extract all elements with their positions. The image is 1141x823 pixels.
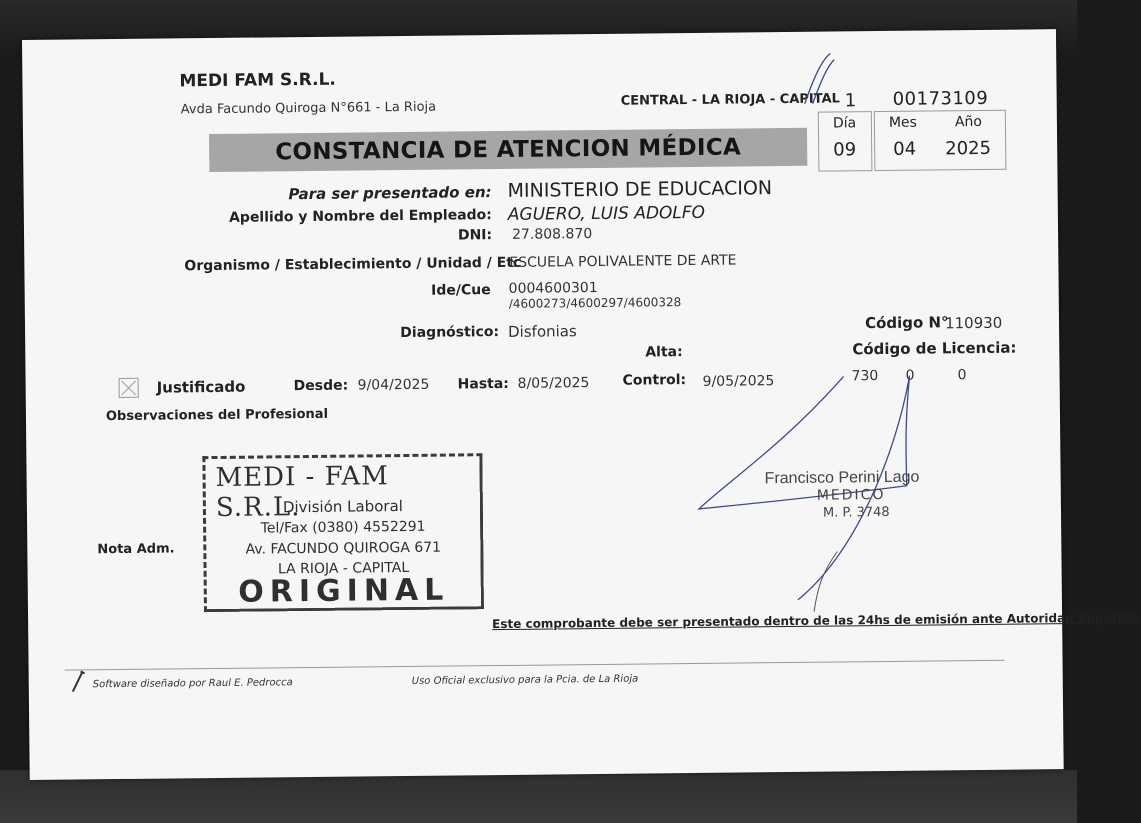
licencia-label: Código de Licencia: xyxy=(852,338,1017,359)
control-label: Control: xyxy=(622,372,687,389)
desde-label: Desde: xyxy=(293,377,349,395)
serial-number: 00173109 xyxy=(892,87,989,110)
stamp-line-address: Av. FACUNDO QUIROGA 671 xyxy=(245,539,442,558)
alta-label: Alta: xyxy=(645,344,683,361)
diagnosis-label: Diagnóstico: xyxy=(400,324,500,342)
copy-number: 1 xyxy=(844,90,857,112)
employee-label: Apellido y Nombre del Empleado: xyxy=(228,207,492,226)
hasta-value: 8/05/2025 xyxy=(517,375,590,392)
employee-value: AGUERO, LUIS ADOLFO xyxy=(507,202,706,225)
medical-certificate-sheet xyxy=(22,29,1139,780)
nota-adm-label: Nota Adm. xyxy=(97,541,175,558)
stamp-line-division: División Laboral xyxy=(282,497,403,517)
idecue-value-1: 0004600301 xyxy=(508,279,598,297)
licencia-code-1: 730 xyxy=(851,368,879,385)
diagnosis-value: Disfonias xyxy=(507,322,577,341)
stamp-line-original: ORIGINAL xyxy=(238,572,450,610)
codigo-label: Código N° xyxy=(864,313,949,333)
footer-official-use: Uso Oficial exclusivo para la Pcia. de La Rioja xyxy=(411,673,639,687)
office-location: CENTRAL - LA RIOJA - CAPITAL xyxy=(620,91,841,109)
document-title: CONSTANCIA DE ATENCION MÉDICA xyxy=(275,134,742,166)
handwritten-signature-icon xyxy=(22,29,1064,780)
observaciones-label: Observaciones del Profesional xyxy=(105,406,329,425)
signature-title: MEDICO xyxy=(816,486,886,504)
licencia-code-2: 0 xyxy=(905,367,915,384)
organization-value: ESCUELA POLIVALENTE DE ARTE xyxy=(509,252,737,271)
year-value: 2025 xyxy=(945,137,992,160)
idecue-value-2: /4600273/4600297/4600328 xyxy=(508,295,682,311)
justificado-label: Justificado xyxy=(156,377,246,397)
stamp-line-phone: Tel/Fax (0380) 4552291 xyxy=(260,518,426,537)
pen-icon xyxy=(69,669,89,693)
disclaimer-text: Este comprobante debe ser presentado dentro de las 24hs de emisión ante Autoridad Superior. xyxy=(492,610,1139,632)
stamp-line-city: LA RIOJA - CAPITAL xyxy=(277,559,410,578)
day-value: 09 xyxy=(833,139,857,161)
hasta-label: Hasta: xyxy=(457,375,509,393)
licencia-code-3: 0 xyxy=(957,367,967,384)
signature-name: Francisco Perini Lago xyxy=(764,468,920,488)
dni-label: DNI: xyxy=(457,227,493,244)
presented-value: MINISTERIO DE EDUCACION xyxy=(507,177,773,202)
footer-software-credit: Software diseñado por Raul E. Pedrocca xyxy=(92,677,293,691)
year-label: Año xyxy=(954,113,983,131)
company-address: Avda Facundo Quiroga N°661 - La Rioja xyxy=(180,99,437,118)
month-label: Mes xyxy=(888,114,917,131)
idecue-label: Ide/Cue xyxy=(430,282,491,299)
dni-value: 27.808.870 xyxy=(511,226,593,243)
presented-label: Para ser presentado en: xyxy=(288,183,492,204)
stamp-line-company: MEDI - FAM S.R.L. xyxy=(215,461,389,523)
codigo-value: 110930 xyxy=(944,313,1003,333)
day-label: Día xyxy=(832,115,857,132)
signature-license: M. P. 3748 xyxy=(822,504,890,521)
company-name: MEDI FAM S.R.L. xyxy=(179,69,336,92)
month-value: 04 xyxy=(893,138,917,160)
desde-value: 9/04/2025 xyxy=(357,376,430,394)
control-value: 9/05/2025 xyxy=(702,373,775,390)
organization-label: Organismo / Establecimiento / Unidad / Etc xyxy=(184,254,522,275)
